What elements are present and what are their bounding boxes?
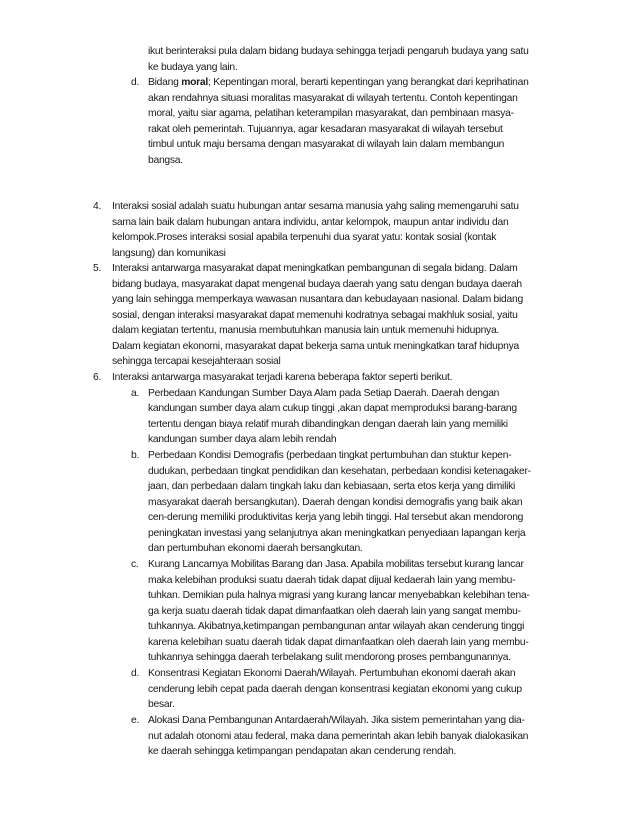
- text-line: karena kelebihan suatu daerah tidak dapat dimanfaatkan oleh daerah lain yang membu-: [148, 636, 529, 648]
- sub-item-a: [131, 386, 608, 448]
- text-line: maka kelebihan produksi suatu daerah tidak dapat dijual kedaerah lain yang membu-: [148, 574, 516, 586]
- text-line: timbul untuk maju bersama dengan masyarakat di wilayah lain dalam membangun: [148, 139, 505, 151]
- list-marker: b.: [131, 450, 140, 461]
- text-line: kandungan sumber daya alam cukup tinggi ,akan dapat memproduksi barang-barang: [148, 403, 517, 415]
- text-line: yang lain sehingga memperkaya wawasan nusantara dan kebudayaan nasional. Dalam bidang: [112, 294, 523, 306]
- sub-item-c: [131, 557, 608, 666]
- text-line: kandungan sumber daya alam lebih rendah: [148, 434, 337, 446]
- text-line: langsung) dan komunikasi: [112, 247, 226, 259]
- text-line: dalam kegiatan tertentu, manusia membutuhkan manusia lain untuk memenuhi hidupnya.: [112, 325, 500, 337]
- text-line: dan pertumbuhan ekonomi daerah bersangkutan.: [148, 543, 363, 555]
- text-line: cenderung lebih cepat pada daerah dengan konsentrasi kegiatan ekonomi yang cukup: [148, 683, 522, 695]
- text-line: ikut berinteraksi pula dalam bidang budaya sehingga terjadi pengaruh budaya yang satu: [148, 46, 529, 57]
- list-marker: c.: [131, 559, 139, 570]
- list-marker: e.: [131, 715, 140, 726]
- text-line: Alokasi Dana Pembangunan Antardaerah/Wilayah. Jika sistem pemerintahan yang dia-: [148, 715, 525, 726]
- text-line: Interaksi antarwarga masyarakat dapat meningkatkan pembangunan di segala bidang. Dalam: [112, 263, 518, 274]
- text-line: rakat oleh pemerintah. Tujuannya, agar kesadaran masyarakat di wilayah tersebut: [148, 123, 503, 135]
- text-line: Konsentrasi Kegiatan Ekonomi Daerah/Wilayah. Pertumbuhan ekonomi daerah akan: [148, 668, 516, 679]
- text-line: tertentu dengan biaya relatif murah dibandingkan dengan daerah lain yang memiliki: [148, 418, 508, 430]
- list-marker: 6.: [93, 372, 102, 383]
- sub-item-d: [131, 666, 608, 713]
- text-line: jaan, dan perbedaan dalam tingkah laku dan kebiasaan, serta etos kerja yang dimiliki: [148, 481, 516, 493]
- list-marker: 4.: [93, 201, 102, 212]
- text-line: Perbedaan Kondisi Demografis (perbedaan tingkat pertumbuhan dan stuktur kepen-: [148, 450, 512, 461]
- text-line: Interaksi sosial adalah suatu hubungan antar sesama manusia yahg saling memengaruhi satu: [112, 201, 519, 212]
- text-line: bangsa.: [148, 154, 183, 166]
- text-line: masyarakat daerah bersangkutan). Daerah dengan kondisi demografis yang baik akan: [148, 496, 523, 508]
- text-line: dudukan, perbedaan tingkat pendidikan dan kesehatan, perbedaan kondisi ketenagaker-: [148, 465, 531, 477]
- text-line: Interaksi antarwarga masyarakat terjadi karena beberapa faktor seperti berikut.: [112, 372, 453, 383]
- text-line: besar.: [148, 699, 175, 711]
- list-marker: a.: [131, 387, 140, 399]
- list-marker: d.: [131, 668, 140, 679]
- text-line: tuhkannya sehingga daerah terbelakang sulit mendorong proses pembangunannya.: [148, 652, 511, 664]
- sub-item-e: [131, 713, 608, 760]
- text-line: kelompok.Proses interaksi sosial apabila terpenuhi dua syarat yatu: kontak sosial (kontak: [112, 232, 497, 244]
- text-line: akan rendahnya situasi moralitas masyarakat di wilayah tertentu. Contoh kepentingan: [148, 92, 518, 104]
- text-line: cen-derung memiliki produktivitas kerja yang lebih tinggi. Hal tersebut akan mendorong: [148, 512, 524, 524]
- text-line: ga kerja suatu daerah tidak dapat dimanfaatkan oleh daerah lain yang sangat membu-: [148, 605, 521, 617]
- text-line: bidang budaya, masyarakat dapat mengenal budaya daerah yang satu dengan budaya daerah: [112, 278, 522, 290]
- text-line: sosial, dengan interaksi masyarakat dapat memenuhi kodratnya sebagai makhluk sosial, yaitu: [112, 309, 518, 321]
- block-continuation: [148, 44, 608, 75]
- text-line: nut adalah otonomi atau federal, maka dana pemerintah akan lebih banyak dialokasikan: [148, 730, 529, 742]
- list-item-4: [93, 199, 608, 261]
- text-line: ke daerah sehingga ketimpangan pendapatan akan cenderung rendah.: [148, 746, 457, 758]
- list-item-6: [93, 370, 608, 386]
- text-line: Perbedaan Kandungan Sumber Daya Alam pada Setiap Daerah. Daerah dengan: [148, 387, 500, 399]
- list-marker: d.: [131, 77, 140, 88]
- text-line: moral, yaitu siar agama, pelatihan keterampilan masyarakat, dan pembinaan masya-: [148, 108, 514, 120]
- text-line: peningkatan investasi yang selanjutnya akan meningkatkan penyediaan lapangan kerja: [148, 527, 526, 539]
- list-item-d-moral: [131, 75, 608, 168]
- text-line: Kurang Lancarnya Mobilitas Barang dan Jasa. Apabila mobilitas tersebut kurang lancar: [148, 559, 524, 570]
- list-item-5: [93, 261, 608, 370]
- text-line: Dalam kegiatan ekonomi, masyarakat dapat bekerja sama untuk meningkatkan taraf hidupnya: [112, 340, 519, 352]
- text-line: ke budaya yang lain.: [148, 61, 238, 73]
- text-line: tuhkan. Demikian pula halnya migrasi yang kurang lancar menyebabkan kelebihan tena-: [148, 590, 530, 602]
- text-line: sama lain baik dalam hubungan antara individu, antar kelompok, maupun antar individu dan: [112, 216, 509, 228]
- sub-item-b: [131, 448, 608, 557]
- text-line: Bidang moral; Kepentingan moral, berarti kepentingan yang berangkat dari keprihatinan: [148, 77, 529, 88]
- list-marker: 5.: [93, 263, 102, 274]
- text-line: tuhkannya. Akibatnya,ketimpangan pembangunan antar wilayah akan cenderung tinggi: [148, 621, 525, 633]
- text-line: sehingga tercapai kesejahteraan sosial: [112, 356, 281, 368]
